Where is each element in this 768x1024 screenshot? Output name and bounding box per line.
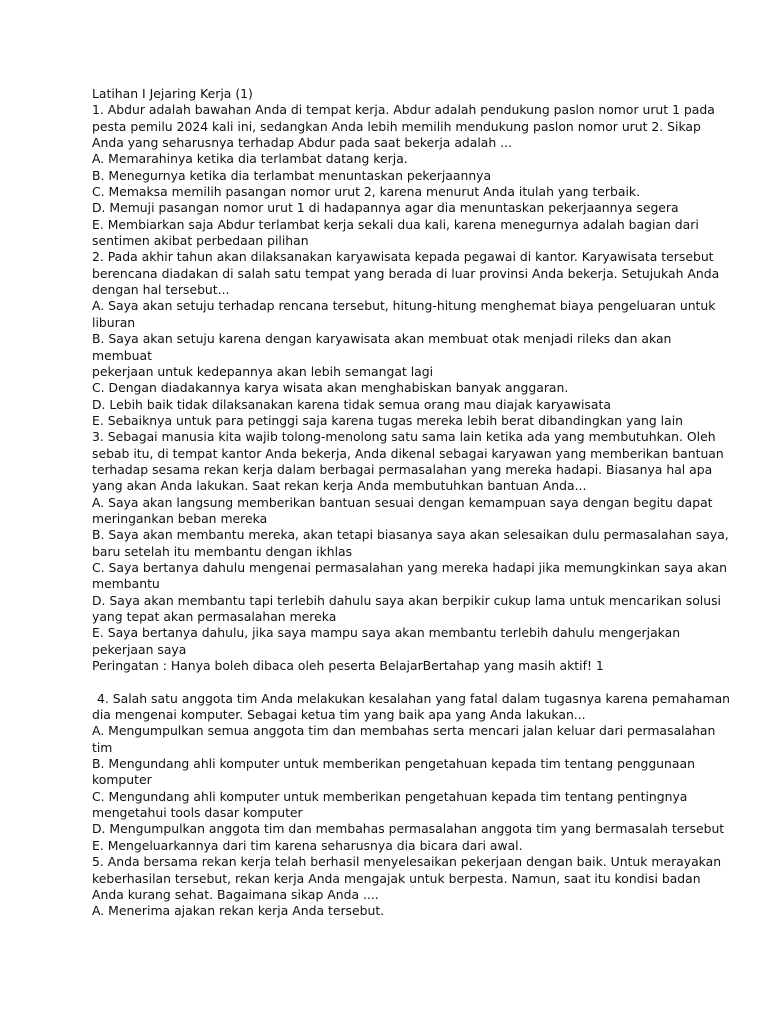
question-3-option-d-continued: yang tepat akan permasalahan mereka <box>92 609 337 624</box>
question-3-option-e: E. Saya bertanya dahulu, jika saya mampu saya akan membantu terlebih dahulu mengerjakan <box>92 625 681 641</box>
question-1-option-e-continued: sentimen akibat perbedaan pilihan <box>92 233 309 249</box>
question-2-option-a: A. Saya akan setuju terhadap rencana tersebut, hitung-hitung menghemat biaya pengeluaran untuk <box>92 298 716 314</box>
question-4-stem-line: dia mengenai komputer. Sebagai ketua tim yang baik apa yang Anda lakukan... <box>92 707 586 723</box>
question-5-stem-line: 5. Anda bersama rekan kerja telah berhasil menyelesaikan pekerjaan dengan baik. Untuk merayakan <box>92 854 722 870</box>
question-2-option-a-continued: liburan <box>92 314 136 330</box>
question-5 <box>92 854 722 919</box>
question-3-option-a: A. Saya akan langsung memberikan bantuan sesuai dengan kemampuan saya dengan begitu dapat <box>92 494 713 510</box>
question-3-stem-line: yang akan Anda lakukan. Saat rekan kerja Anda membutuhkan bantuan Anda... <box>92 478 587 494</box>
question-1-option-e: E. Membiarkan saja Abdur terlambat kerja sekali dua kali, karena menegurnya adalah bagian dari <box>92 216 699 232</box>
question-4-option-c: C. Mengundang ahli komputer untuk memberikan pengetahuan kepada tim tentang pentingnya <box>92 788 688 804</box>
question-4-option-b-continued: komputer <box>92 772 152 788</box>
question-2 <box>92 249 720 429</box>
warning-notice: Peringatan : Hanya boleh dibaca oleh peserta BelajarBertahap yang masih aktif! 1 <box>92 658 604 674</box>
question-3-option-c: C. Saya bertanya dahulu mengenai permasalahan yang mereka hadapi jika memungkinkan saya akan <box>92 559 728 575</box>
question-3-stem-line: terhadap sesama rekan kerja dalam berbagai permasalahan yang mereka hadapi. Biasanya hal apa <box>92 461 713 477</box>
question-1-option-d: D. Memuji pasangan nomor urut 1 di hadapannya agar dia menuntaskan pekerjaannya segera <box>92 200 679 216</box>
question-2-option-c: C. Dengan diadakannya karya wisata akan menghabiskan banyak anggaran. <box>92 380 569 396</box>
question-4-option-a-continued: tim <box>92 739 113 755</box>
question-5-stem-line: Anda kurang sehat. Bagaimana sikap Anda .... <box>92 886 379 902</box>
document-title: Latihan I Jejaring Kerja (1) <box>92 86 253 101</box>
question-3-stem-line: 3. Sebagai manusia kita wajib tolong-menolong satu sama lain ketika ada yang membutuhkan. Oleh <box>92 429 716 445</box>
document-page <box>92 86 731 920</box>
question-3 <box>92 429 729 658</box>
question-4-option-c-continued: mengetahui tools dasar komputer <box>92 805 303 821</box>
question-4-option-d: D. Mengumpulkan anggota tim dan membahas permasalahan anggota tim yang bermasalah tersebut <box>92 821 725 837</box>
question-3-option-b: B. Saya akan membantu mereka, akan tetapi biasanya saya akan selesaikan dulu permasalahan saya, <box>92 527 729 543</box>
question-4 <box>92 690 731 854</box>
question-1-stem-line: 1. Abdur adalah bawahan Anda di tempat kerja. Abdur adalah pendukung paslon nomor urut 1 pada <box>92 102 715 118</box>
question-3-option-c-continued: membantu <box>92 576 160 592</box>
question-2-stem-line: berencana diadakan di salah satu tempat yang berada di luar provinsi Anda bekerja. Setujukah Anda <box>92 265 720 281</box>
question-5-stem-line: keberhasilan tersebut, rekan kerja Anda mengajak untuk berpesta. Namun, saat itu kondisi badan <box>92 870 701 886</box>
question-3-option-b-continued: baru setelah itu membantu dengan ikhlas <box>92 543 353 559</box>
question-3-option-d: D. Saya akan membantu tapi terlebih dahulu saya akan berpikir cukup lama untuk mencarikan solusi <box>92 592 721 608</box>
question-1-stem-line: pesta pemilu 2024 kali ini, sedangkan Anda lebih memilih mendukung paslon nomor urut 2. Sikap <box>92 118 701 134</box>
question-2-option-e: E. Sebaiknya untuk para petinggi saja karena tugas mereka lebih berat dibandingkan yang lain <box>92 412 683 428</box>
question-2-stem-line: dengan hal tersebut... <box>92 282 230 298</box>
paragraph-spacer <box>92 674 682 690</box>
question-4-stem-line: 4. Salah satu anggota tim Anda melakukan kesalahan yang fatal dalam tugasnya karena pemahaman <box>97 690 731 706</box>
question-3-option-a-continued: meringankan beban mereka <box>92 510 268 526</box>
question-2-option-b-continued: membuat <box>92 347 152 363</box>
question-1 <box>92 102 715 249</box>
question-2-option-b: B. Saya akan setuju karena dengan karyawisata akan membuat otak menjadi rileks dan akan <box>92 331 672 347</box>
question-1-stem-line: Anda yang seharusnya terhadap Abdur pada saat bekerja adalah ... <box>92 135 513 151</box>
question-2-option-d: D. Lebih baik tidak dilaksanakan karena tidak semua orang mau diajak karyawisata <box>92 396 611 412</box>
question-1-option-a: A. Memarahinya ketika dia terlambat datang kerja. <box>92 151 408 167</box>
question-4-option-a: A. Mengumpulkan semua anggota tim dan membahas serta mencari jalan keluar dari permasalahan <box>92 723 716 739</box>
question-2-stem-line: 2. Pada akhir tahun akan dilaksanakan karyawisata kepada pegawai di kantor. Karyawisata tersebut <box>92 249 714 265</box>
question-1-option-b: B. Menegurnya ketika dia terlambat menuntaskan pekerjaannya <box>92 167 492 183</box>
question-5-option-a: A. Menerima ajakan rekan kerja Anda tersebut. <box>92 903 385 919</box>
question-2-option-b-continued: pekerjaan untuk kedepannya akan lebih semangat lagi <box>92 363 434 379</box>
question-4-option-b: B. Mengundang ahli komputer untuk memberikan pengetahuan kepada tim tentang penggunaan <box>92 756 695 772</box>
question-1-option-c: C. Memaksa memilih pasangan nomor urut 2, karena menurut Anda itulah yang terbaik. <box>92 184 641 200</box>
question-3-option-e-continued: pekerjaan saya <box>92 641 187 657</box>
question-3-stem-line: sebab itu, di tempat kantor Anda bekerja, Anda dikenal sebagai karyawan yang memberikan bantuan <box>92 445 724 461</box>
question-4-option-e: E. Mengeluarkannya dari tim karena seharusnya dia bicara dari awal. <box>92 837 523 853</box>
